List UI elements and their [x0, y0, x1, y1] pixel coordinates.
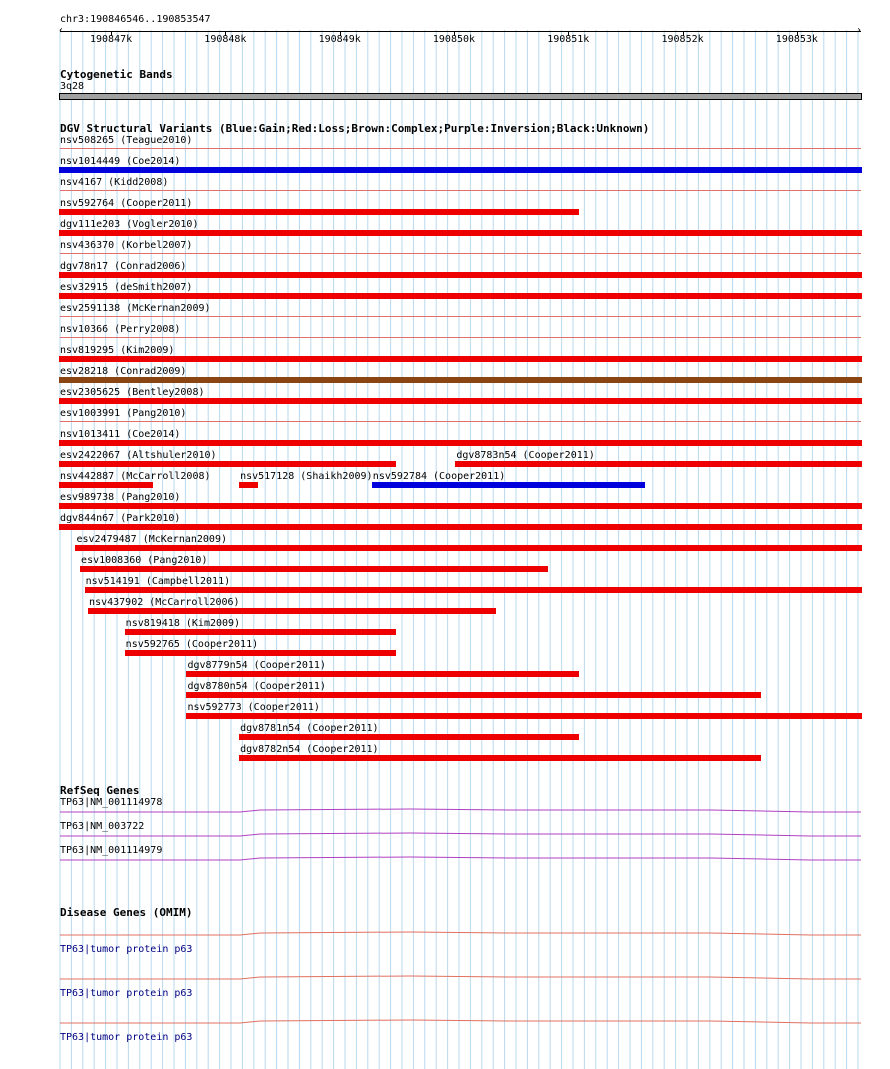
- variant-label[interactable]: nsv442887 (McCarroll2008): [60, 471, 211, 482]
- variant-bar-loss[interactable]: [59, 503, 862, 509]
- variant-label[interactable]: nsv592765 (Cooper2011): [125, 639, 259, 650]
- cytoband-label: 3q28: [60, 81, 85, 92]
- variant-bar-loss[interactable]: [186, 671, 578, 677]
- ruler-tick-label: 190848k: [204, 34, 247, 45]
- variant-bar-loss[interactable]: [80, 566, 548, 572]
- variant-label[interactable]: dgv8779n54 (Cooper2011): [187, 660, 326, 671]
- variant-label[interactable]: nsv10366 (Perry2008): [60, 324, 181, 335]
- variant-label[interactable]: nsv592764 (Cooper2011): [60, 198, 193, 209]
- variant-bar-loss[interactable]: [59, 209, 579, 215]
- variant-label[interactable]: dgv8783n54 (Cooper2011): [456, 450, 595, 461]
- omim-gene-model[interactable]: [60, 1020, 861, 1023]
- omim-gene-label[interactable]: TP63|tumor protein p63: [60, 1032, 193, 1043]
- refseq-gene-label[interactable]: TP63|NM_003722: [60, 821, 145, 832]
- variant-bar-loss[interactable]: [239, 482, 258, 488]
- variant-bar-loss[interactable]: [59, 272, 862, 278]
- variant-bar-loss[interactable]: [59, 398, 862, 404]
- variant-bar-loss[interactable]: [59, 461, 396, 467]
- variant-label[interactable]: esv2479487 (McKernan2009): [76, 534, 227, 545]
- refseq-gene-label[interactable]: TP63|NM_001114978: [60, 797, 163, 808]
- variant-label[interactable]: nsv508265 (Teague2010): [60, 135, 193, 146]
- dgv-track-title: DGV Structural Variants (Blue:Gain;Red:Loss;Brown:Complex;Purple:Inversion;Black:Unknown): [60, 122, 650, 135]
- cytoband-bar[interactable]: [59, 93, 862, 100]
- refseq-gene-model[interactable]: [60, 833, 861, 836]
- variant-label[interactable]: nsv592773 (Cooper2011): [187, 702, 320, 713]
- variant-label[interactable]: dgv111e203 (Vogler2010): [60, 219, 199, 230]
- variant-bar-loss[interactable]: [59, 356, 862, 362]
- ruler-tick-label: 190850k: [432, 34, 476, 45]
- refseq-gene-label[interactable]: TP63|NM_001114979: [60, 845, 163, 856]
- variant-bar-loss[interactable]: [239, 734, 579, 740]
- variant-bar-loss[interactable]: [85, 587, 862, 593]
- ruler-right-arrow: ›: [856, 25, 863, 36]
- region-label: chr3:190846546..190853547: [60, 14, 211, 25]
- variant-row-separator: [60, 148, 861, 149]
- variant-row-separator: [60, 190, 861, 191]
- variant-row-separator: [60, 421, 861, 422]
- variant-label[interactable]: dgv8782n54 (Cooper2011): [240, 744, 379, 755]
- variant-label[interactable]: esv1003991 (Pang2010): [60, 408, 187, 419]
- variant-label[interactable]: nsv437902 (McCarroll2006): [89, 597, 240, 608]
- variant-row-separator: [60, 337, 861, 338]
- refseq-gene-model[interactable]: [60, 857, 861, 860]
- variant-bar-loss[interactable]: [455, 461, 862, 467]
- variant-bar-loss[interactable]: [125, 629, 396, 635]
- variant-label[interactable]: nsv436370 (Korbel2007): [60, 240, 193, 251]
- variant-label[interactable]: esv2591138 (McKernan2009): [60, 303, 211, 314]
- variant-label[interactable]: nsv4167 (Kidd2008): [60, 177, 169, 188]
- variant-bar-loss[interactable]: [59, 230, 862, 236]
- variant-bar-loss[interactable]: [125, 650, 396, 656]
- omim-gene-model[interactable]: [60, 932, 861, 935]
- omim-gene-label[interactable]: TP63|tumor protein p63: [60, 988, 193, 999]
- variant-label[interactable]: nsv592784 (Cooper2011): [372, 471, 506, 482]
- variant-label[interactable]: dgv78n17 (Conrad2006): [60, 261, 187, 272]
- variant-label[interactable]: esv2305625 (Bentley2008): [60, 387, 205, 398]
- variant-label[interactable]: dgv8781n54 (Cooper2011): [240, 723, 379, 734]
- variant-bar-loss[interactable]: [59, 440, 862, 446]
- variant-bar-loss[interactable]: [186, 692, 760, 698]
- variant-label[interactable]: nsv517128 (Shaikh2009): [240, 471, 373, 482]
- cytoband-track-title: Cytogenetic Bands: [60, 68, 173, 81]
- omim-gene-label[interactable]: TP63|tumor protein p63: [60, 944, 193, 955]
- variant-bar-loss[interactable]: [59, 524, 862, 530]
- variant-label[interactable]: esv1008360 (Pang2010): [81, 555, 208, 566]
- ruler-tick-label: 190847k: [90, 34, 133, 45]
- variant-bar-loss[interactable]: [88, 608, 496, 614]
- variant-label[interactable]: nsv1014449 (Coe2014): [60, 156, 181, 167]
- refseq-track-title: RefSeq Genes: [60, 784, 140, 797]
- variant-label[interactable]: esv32915 (deSmith2007): [60, 282, 193, 293]
- variant-bar-loss[interactable]: [59, 293, 862, 299]
- variant-label[interactable]: nsv514191 (Campbell2011): [85, 576, 231, 587]
- variant-bar-loss[interactable]: [186, 713, 862, 719]
- variant-label[interactable]: dgv8780n54 (Cooper2011): [187, 681, 326, 692]
- variant-bar-loss[interactable]: [239, 755, 760, 761]
- omim-gene-model[interactable]: [60, 976, 861, 979]
- ruler-left-arrow: ‹: [58, 25, 65, 36]
- variant-label[interactable]: esv2422067 (Altshuler2010): [60, 450, 217, 461]
- variant-row-separator: [60, 253, 861, 254]
- ruler-line: [60, 31, 861, 32]
- ruler-tick-label: 190851k: [547, 34, 590, 45]
- variant-bar-loss[interactable]: [59, 482, 153, 488]
- variant-bar-gain[interactable]: [372, 482, 645, 488]
- variant-bar-loss[interactable]: [75, 545, 862, 551]
- variant-label[interactable]: nsv819295 (Kim2009): [60, 345, 175, 356]
- variant-bar-complex[interactable]: [59, 377, 862, 383]
- variant-label[interactable]: esv989738 (Pang2010): [60, 492, 181, 503]
- variant-label[interactable]: nsv1013411 (Coe2014): [60, 429, 181, 440]
- variant-label[interactable]: nsv819418 (Kim2009): [125, 618, 241, 629]
- variant-row-separator: [60, 316, 861, 317]
- ruler-tick-label: 190853k: [775, 34, 818, 45]
- variant-label[interactable]: dgv844n67 (Park2010): [60, 513, 181, 524]
- omim-track-title: Disease Genes (OMIM): [60, 906, 193, 919]
- variant-bar-gain[interactable]: [59, 167, 862, 173]
- ruler-tick-label: 190849k: [318, 34, 361, 45]
- variant-label[interactable]: esv28218 (Conrad2009): [60, 366, 187, 377]
- refseq-gene-model[interactable]: [60, 809, 861, 812]
- ruler-tick-label: 190852k: [661, 34, 704, 45]
